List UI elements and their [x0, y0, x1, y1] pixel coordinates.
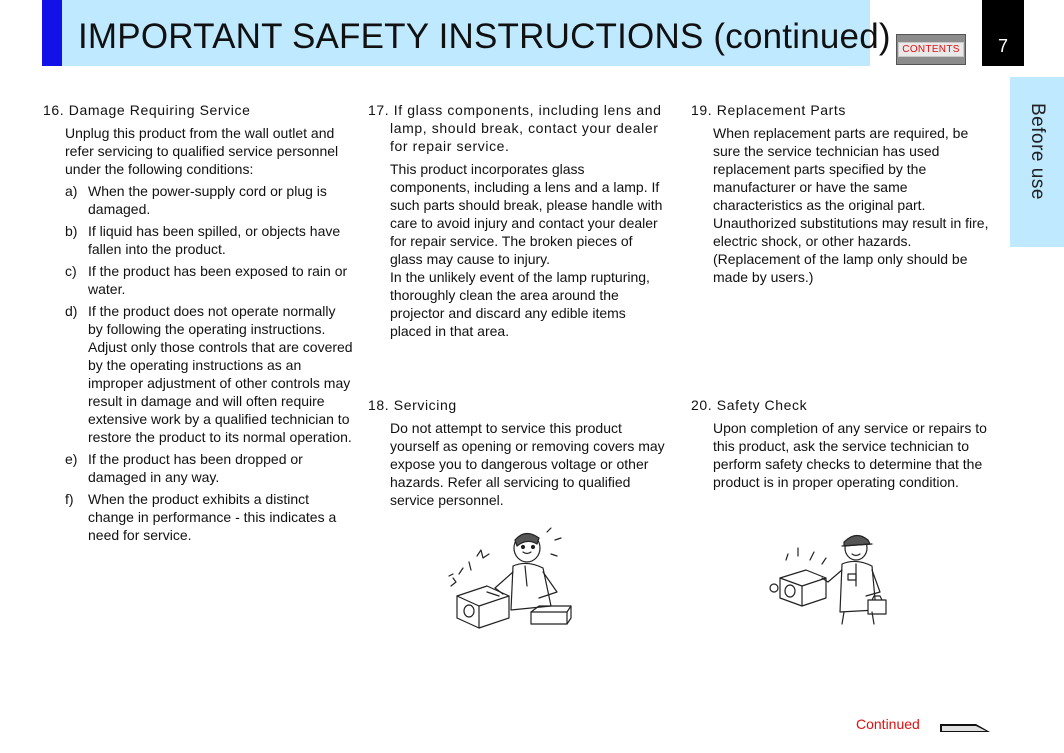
list-marker: c)	[65, 263, 77, 279]
list-item	[65, 490, 353, 544]
section-17-para-1: This product incorporates glass components, including a lens and a lamp. If such parts should break, please handle with care to avoid injury and contact your dealer for repair service. The broken pieces of glass may cause to injury.	[390, 161, 663, 267]
page-number: 7	[982, 0, 1024, 66]
section-19-body: When replacement parts are required, be sure the service technician has used replacement parts specified by the manufacturer or have the same characteristics as the original part. Unauthorized substitutions may result in fire, electric shock, or other hazards. (Replacement of the lamp only should be made by users.)	[713, 125, 989, 285]
section-20	[691, 396, 993, 491]
section-17-heading: 17. If glass components, including lens and lamp, should break, contact your dealer for repair service.	[368, 102, 662, 154]
section-16-intro: Unplug this product from the wall outlet and refer servicing to qualified service personnel under the following conditions:	[65, 125, 339, 177]
list-marker: b)	[65, 223, 78, 239]
section-18-body: Do not attempt to service this product yourself as opening or removing covers may expose you to dangerous voltage or other hazards. Refer all servicing to qualified service personnel.	[390, 420, 665, 508]
list-marker: a)	[65, 183, 78, 199]
list-item	[65, 222, 353, 258]
contents-button-label: CONTENTS	[898, 42, 963, 57]
list-item	[65, 182, 353, 218]
list-item-text: If the product has been exposed to rain or water.	[88, 263, 348, 297]
condition-list	[65, 182, 353, 544]
list-item	[65, 302, 353, 446]
section-18	[368, 396, 668, 509]
list-item-text: If the product has been dropped or damaged in any way.	[88, 451, 303, 485]
page-title: IMPORTANT SAFETY INSTRUCTIONS (continued)	[78, 17, 891, 56]
list-marker: f)	[65, 491, 74, 507]
section-20-heading: 20. Safety Check	[691, 397, 808, 413]
continued-arrow-icon[interactable]	[940, 717, 992, 735]
list-item-text: If the product does not operate normally by following the operating instructions. Adjust only those controls that are covered by the operating instructions as an improper adjustment of other controls may result in damage and will often require extensive work by a qualified technician to restore the product to its normal operation.	[88, 303, 353, 445]
contents-button[interactable]	[896, 34, 966, 65]
section-19	[691, 101, 993, 286]
section-17	[368, 101, 668, 340]
header-accent-bar	[42, 0, 62, 66]
side-tab-before-use[interactable]	[1010, 77, 1064, 247]
servicing-hazard-illustration	[447, 526, 575, 630]
section-20-body: Upon completion of any service or repairs to this product, ask the service technician to perform safety checks to determine that the product is in proper operating condition.	[713, 420, 987, 490]
section-18-heading: 18. Servicing	[368, 397, 457, 413]
safety-check-illustration	[768, 530, 892, 626]
section-16-heading: 16. Damage Requiring Service	[43, 102, 251, 118]
list-marker: d)	[65, 303, 78, 319]
section-17-para-2: In the unlikely event of the lamp rupturing, thoroughly clean the area around the projector and discard any edible items placed in that area.	[390, 269, 650, 339]
list-item	[65, 262, 353, 298]
section-19-heading: 19. Replacement Parts	[691, 102, 847, 118]
list-item	[65, 450, 353, 486]
list-item-text: When the power-supply cord or plug is damaged.	[88, 183, 327, 217]
side-tab-label: Before use	[1027, 103, 1048, 200]
list-item-text: If liquid has been spilled, or objects have fallen into the product.	[88, 223, 341, 257]
list-marker: e)	[65, 451, 78, 467]
section-16	[43, 101, 353, 548]
list-item-text: When the product exhibits a distinct change in performance - this indicates a need for service.	[88, 491, 337, 543]
continued-link[interactable]: Continued	[856, 716, 920, 732]
